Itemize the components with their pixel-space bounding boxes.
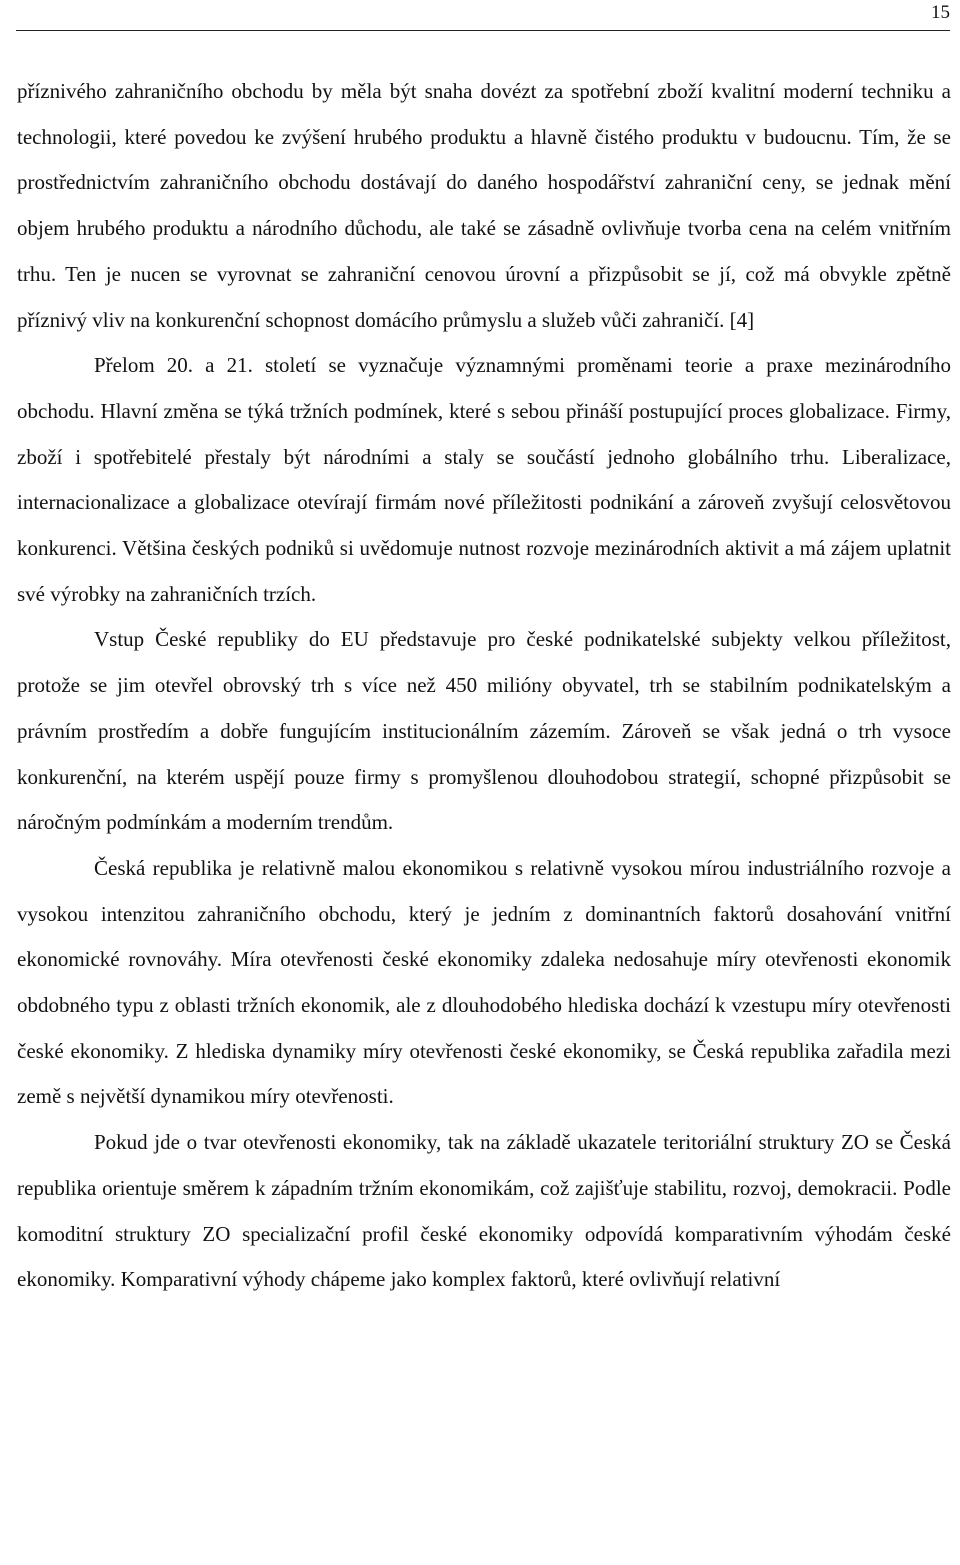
paragraph-2: Přelom 20. a 21. století se vyznačuje významnými proměnami teorie a praxe mezinárodního obchodu. Hlavní změna se týká tržních podmínek, které s sebou přináší postupující proces globalizace. Firmy, zboží i spotřebitelé přestaly být národními a staly se součástí jednoho globálního trhu. Liberalizace, internacionalizace a globalizace otevírají firmám nové příležitosti podnikání a zároveň zvyšují celosvětovou konkurenci. Většina českých podniků si uvědomuje nutnost rozvoje mezinárodních aktivit a má zájem uplatnit své výrobky na zahraničních trzích. [17,353,951,606]
paragraph-5: Pokud jde o tvar otevřenosti ekonomiky, tak na základě ukazatele teritoriální struktury ZO se Česká republika orientuje směrem k západním tržním ekonomikám, což zajišťuje stabilitu, rozvoj, demokracii. Podle komoditní struktury ZO specializační profil české ekonomiky odpovídá komparativním výhodám české ekonomiky. Komparativní výhody chápeme jako komplex faktorů, které ovlivňují relativní [17,1130,951,1292]
paragraph-1: příznivého zahraničního obchodu by měla být snaha dovézt za spotřební zboží kvalitní moderní techniku a technologii, které povedou ke zvýšení hrubého produktu a hlavně čistého produktu v budoucnu. Tím, že se prostřednictvím zahraničního obchodu dostávají do daného hospodářství zahraniční ceny, se jednak mění objem hrubého produktu a národního důchodu, ale také se zásadně ovlivňuje tvorba cena na celém vnitřním trhu. Ten je nucen se vyrovnat se zahraniční cenovou úrovní a přizpůsobit se jí, což má obvykle zpětně příznivý vliv na konkurenční schopnost domácího průmyslu a služeb vůči zahraničí. [4] [17,79,951,332]
paragraph-3: Vstup České republiky do EU představuje pro české podnikatelské subjekty velkou příležitost, protože se jim otevřel obrovský trh s více než 450 milióny obyvatel, trh se stabilním podnikatelským a právním prostředím a dobře fungujícím institucionálním zázemím. Zároveň se však jedná o trh vysoce konkurenční, na kterém uspějí pouze firmy s promyšlenou dlouhodobou strategií, schopné přizpůsobit se náročným podmínkám a moderním trendům. [17,627,951,835]
page-number: 15 [931,2,950,23]
paragraph-4: Česká republika je relativně malou ekonomikou s relativně vysokou mírou industriálního rozvoje a vysokou intenzitou zahraničního obchodu, který je jedním z dominantních faktorů dosahování vnitřní ekonomické rovnováhy. Míra otevřenosti české ekonomiky zdaleka nedosahuje míry otevřenosti ekonomik obdobného typu z oblasti tržních ekonomik, ale z dlouhodobého hlediska dochází k vzestupu míry otevřenosti české ekonomiky. Z hlediska dynamiky míry otevřenosti české ekonomiky, se Česká republika zařadila mezi země s největší dynamikou míry otevřenosti. [17,855,951,1109]
header-rule [16,30,950,31]
document-body [17,69,951,1303]
